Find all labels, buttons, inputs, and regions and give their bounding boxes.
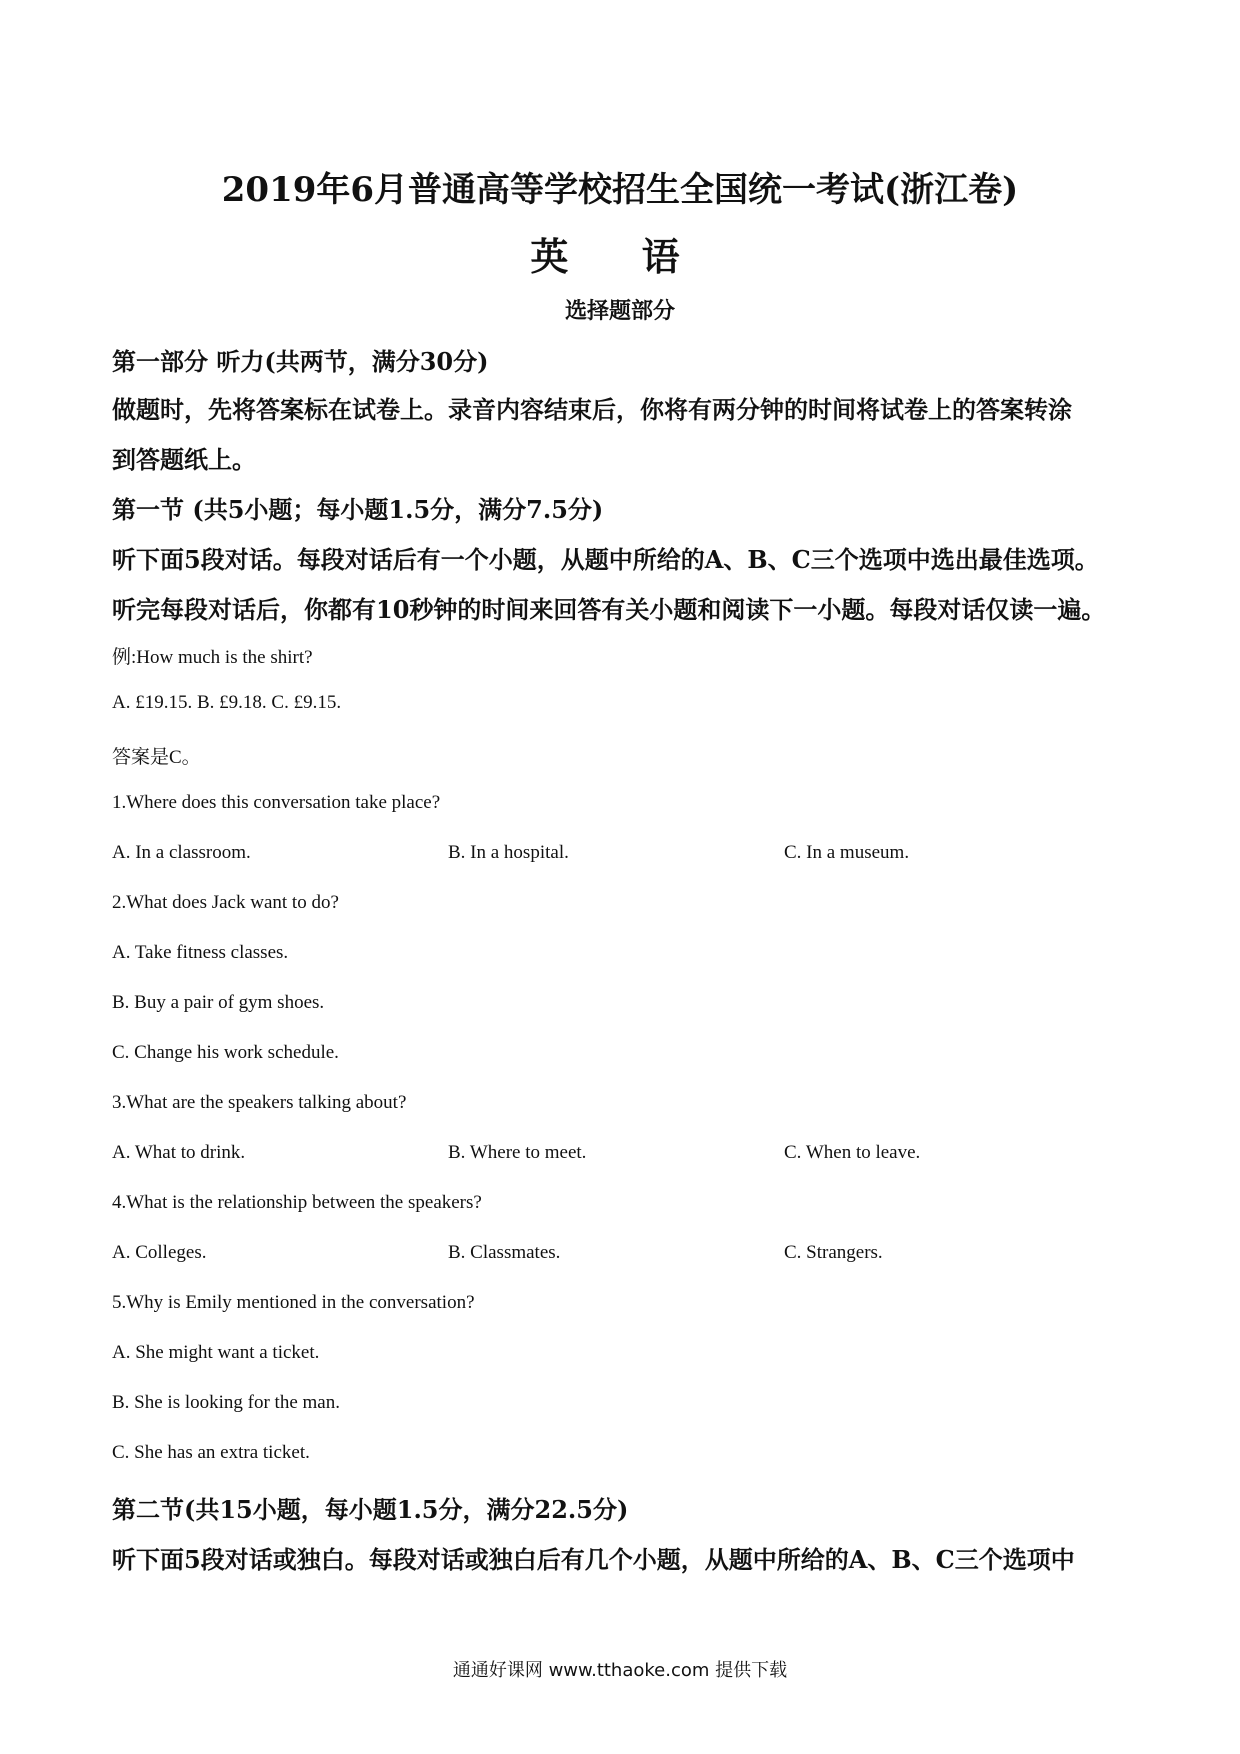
question-stem: 4.What is the relationship between the speakers? <box>112 1192 482 1213</box>
option-c: C. In a museum. <box>784 842 910 863</box>
option-b: B. Classmates. <box>448 1242 561 1263</box>
part1-instruction-line1: 做题时，先将答案标在试卷上。录音内容结束后，你将有两分钟的时间将试卷上的答案转涂 <box>112 395 1072 424</box>
option-a: A. Take fitness classes. <box>112 942 289 963</box>
part1-heading: 第一部分 听力(共两节，满分30分) <box>112 347 489 376</box>
option-b: B. Buy a pair of gym shoes. <box>112 992 325 1013</box>
page-footer: 通通好课网 www.tthaoke.com 提供下载 <box>452 1660 788 1681</box>
section1-heading: 第一节 (共5小题；每小题1.5分，满分7.5分) <box>112 495 604 524</box>
section2-instruction-line1: 听下面5段对话或独白。每段对话或独白后有几个小题，从题中所给的A、B、C三个选项中 <box>112 1545 1075 1574</box>
option-a: A. Colleges. <box>112 1242 207 1263</box>
option-a: A. She might want a ticket. <box>112 1342 320 1363</box>
example-question: 例:How much is the shirt? <box>112 647 313 668</box>
option-a: A. In a classroom. <box>112 842 251 863</box>
option-b: B. Where to meet. <box>448 1142 587 1163</box>
part-heading: 选择题部分 <box>564 298 675 324</box>
question-stem: 3.What are the speakers talking about? <box>112 1092 407 1113</box>
option-c: C. Strangers. <box>784 1242 883 1263</box>
option-c: C. When to leave. <box>784 1142 921 1163</box>
option-b: B. In a hospital. <box>448 842 569 863</box>
option-c: C. She has an extra ticket. <box>112 1442 310 1463</box>
subject-title: 英 语 <box>530 234 710 279</box>
question-stem: 2.What does Jack want to do? <box>112 892 339 913</box>
question-stem: 1.Where does this conversation take place? <box>112 792 441 813</box>
example-options: A. £19.15. B. £9.18. C. £9.15. <box>112 692 342 713</box>
option-c: C. Change his work schedule. <box>112 1042 339 1063</box>
example-answer: 答案是C。 <box>112 747 201 768</box>
part1-instruction-line2: 到答题纸上。 <box>112 445 256 474</box>
option-a: A. What to drink. <box>112 1142 246 1163</box>
section2-heading: 第二节(共15小题，每小题1.5分，满分22.5分) <box>112 1495 629 1524</box>
section1-instruction-line2: 听完每段对话后，你都有10秒钟的时间来回答有关小题和阅读下一小题。每段对话仅读一遍。 <box>112 595 1106 624</box>
question-stem: 5.Why is Emily mentioned in the conversation? <box>112 1292 475 1313</box>
section1-instruction-line1: 听下面5段对话。每段对话后有一个小题，从题中所给的A、B、C三个选项中选出最佳选项。 <box>112 545 1099 574</box>
exam-title: 2019年6月普通高等学校招生全国统一考试(浙江卷) <box>221 170 1019 210</box>
option-b: B. She is looking for the man. <box>112 1392 340 1413</box>
